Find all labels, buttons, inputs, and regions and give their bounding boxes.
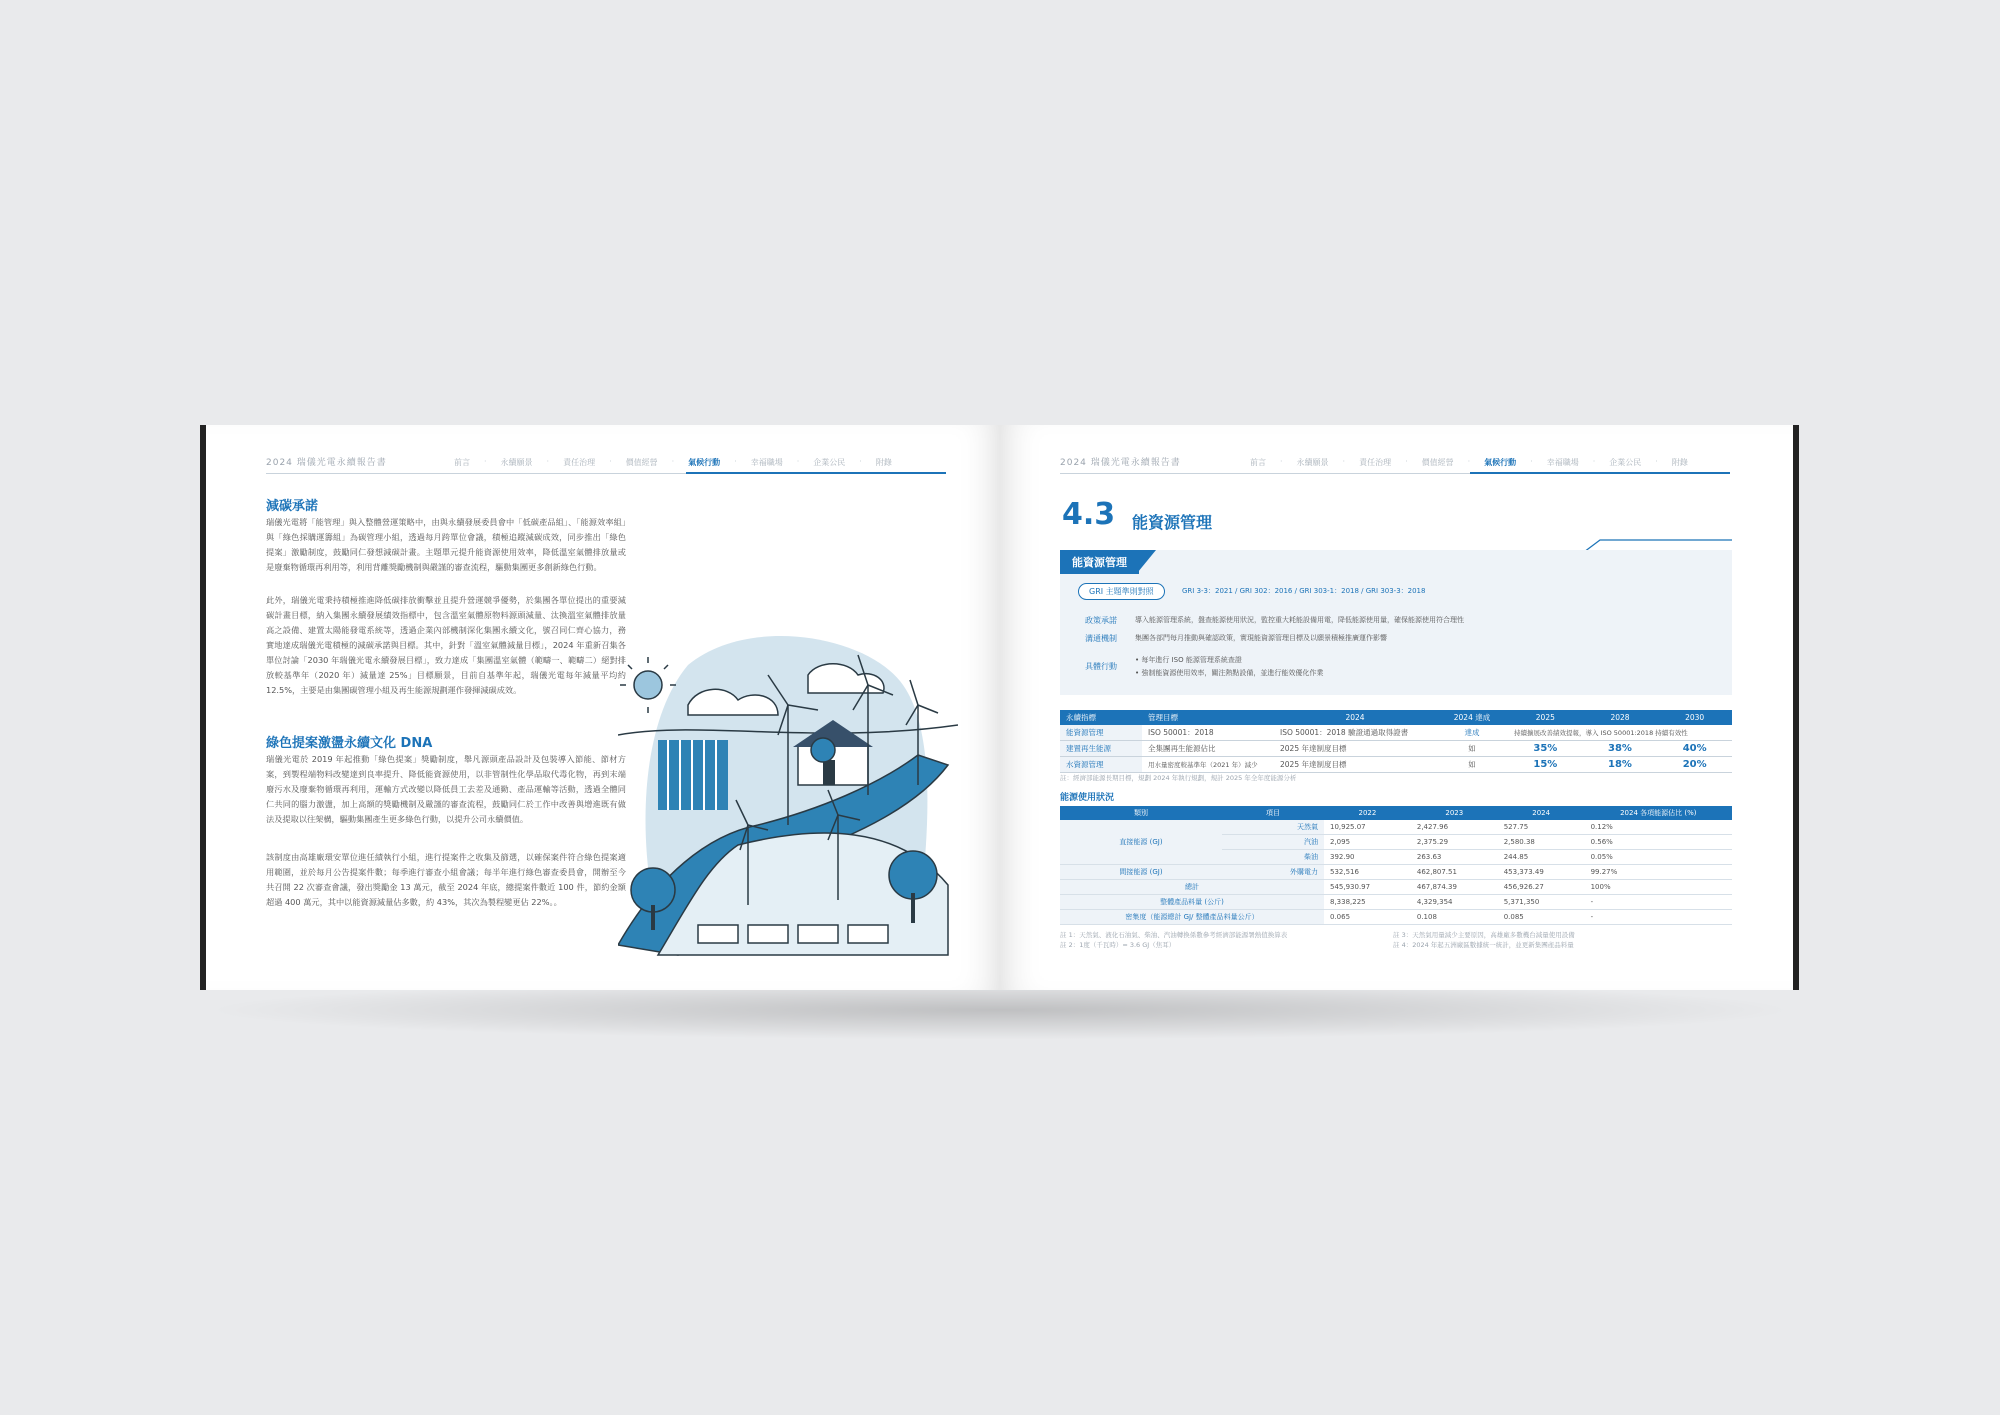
section-title: 綠色提案激盪永續文化 DNA <box>266 736 433 751</box>
table-cell: 全集團再生能源佔比 <box>1148 744 1216 753</box>
table-cell: 38% <box>1608 743 1632 754</box>
header-accent-line <box>1470 472 1730 474</box>
table-cell: 532,516 <box>1330 868 1359 876</box>
nav-item[interactable]: 永續願景 <box>500 458 533 467</box>
table-header: 永續指標 <box>1060 710 1142 725</box>
table-cell: 0.12% <box>1590 823 1613 831</box>
table-cell: 8,338,225 <box>1330 898 1366 906</box>
table-header: 2023 <box>1411 806 1498 820</box>
table-cell: 2,095 <box>1330 838 1351 846</box>
table-row <box>1060 910 1732 925</box>
nav-item[interactable]: 企業公民 <box>1609 458 1642 467</box>
nav-item[interactable]: 責任治理 <box>563 458 596 467</box>
table-footnote: 註：經濟部能源長期目標，規劃 2024 年執行規劃，規計 2025 年全年度能源分析 <box>1060 774 1297 782</box>
paragraph: 該制度由高雄廠環安單位進任績執行小組，進行提案件之收集及篩選，以確保案件符合綠色提案適用範圍，並於每月公告提案件數；每季進行審查小組會議；每半年進行綠色審查委員會，開辦至今共召開 22 次審查會議，發出獎勵金 13 萬元，截至 2024 年底，總提案件數近 100 件，節約金額超過 400 萬元，其中以能資源減量佔多數，約 43%，其次為製程變更佔 22%。。 <box>266 852 626 907</box>
table-cell: 527.75 <box>1503 823 1529 831</box>
paragraph: 瑞儀光電將「能管理」與入整體營運策略中，由與永續發展委員會中「低碳產品組」、「能源效率組」與「綠色採購運籌組」為碳管理小組，透過每月跨單位會議，積極追蹤減碳成效，同步推出「綠色提案」激勵制度，鼓勵同仁發想減碳計畫。主題單元提升能資源使用效率，降低溫室氣體排放量或是廢棄物循環再利用等，利用背離獎勵機制與嚴謹的審查流程，驅動集團更多創新綠色行動。 <box>266 517 626 572</box>
table-row <box>1060 741 1732 757</box>
energy-note: 註 1：天然氣、液化石油氣、柴油、汽油轉換係數參考經濟部能源署熱值換算表 <box>1060 931 1288 939</box>
table-cell: 2,427.96 <box>1416 823 1449 831</box>
table-cell: 達成 <box>1464 728 1480 737</box>
table-header: 項目 <box>1222 806 1324 820</box>
table-header: 2024 達成 <box>1436 710 1508 725</box>
table-cell: 18% <box>1608 759 1632 770</box>
gri-text: GRI 3-3：2021 / GRI 302：2016 / GRI 303-1：2018 / GRI 303-3：2018 <box>1182 587 1426 595</box>
goals-table <box>1060 710 1732 773</box>
nav-item[interactable]: 責任治理 <box>1359 458 1392 467</box>
table-cell: 天然氣 <box>1222 820 1324 835</box>
table-cell: 100% <box>1590 883 1611 891</box>
nav-item[interactable]: 企業公民 <box>813 458 846 467</box>
nav-item[interactable]: 前言 <box>454 458 470 467</box>
wind-farm-illustration <box>618 625 958 965</box>
table-cell: 4,329,354 <box>1416 898 1453 906</box>
section-number: 4.3 <box>1062 497 1116 532</box>
table-cell: 密集度（能源總計 GJ/ 整體產品料量公斤） <box>1060 910 1324 925</box>
table-cell: 柴油 <box>1222 850 1324 865</box>
chapter-nav-right: 前言 · 永續願景 · 責任治理 · 價值經營 · 氣候行動 · 幸福職場 · 企業公民 · 附錄 <box>1250 457 1688 467</box>
table-cell: 456,926.27 <box>1503 883 1544 891</box>
table-header: 2025 <box>1508 710 1583 725</box>
energy-note: 註 2：1度（千瓦時）= 3.6 GJ（焦耳） <box>1060 941 1176 949</box>
table-cell: ISO 50001：2018 <box>1148 728 1214 737</box>
table-cell: 0.108 <box>1416 913 1437 921</box>
table-cell: 2025 年達制度目標 <box>1280 760 1347 769</box>
table-cell: 0.05% <box>1590 853 1613 861</box>
sun-icon <box>634 671 662 699</box>
table-cell: 10,925.07 <box>1330 823 1366 831</box>
table-cell: 392.90 <box>1330 853 1355 861</box>
left-page <box>206 425 1000 990</box>
nav-item-active[interactable]: 氣候行動 <box>1484 458 1517 467</box>
paragraph: 此外，瑞儀光電秉持積極推進降低碳排放衝擊並且提升營運競爭優勢，於集團各單位提出的重要減碳計畫目標，納入集團永續發展績效指標中，包含溫室氣體原物料源頭減量、汰換溫室氣體排放量高之設備、建置太陽能發電系統等，透過企業內部機制深化集團永續文化，號召同仁齊心協力，務實地達成瑞儀光電積極的減碳承諾與目標。其中，針對「溫室氣體減量目標」，2024 年重新召集各單位討論「2030 年瑞儀光電永續發展目標」，致力達成「集團溫室氣體（範疇一、範疇二）絕對排放較基準年（2020 年）減量達 25%」目標願景，目前自基準年起，瑞儀光電每年減量平均約 12.5%，主要是由集團碳管理小組及再生能源規劃運作發揮減碳成效。 <box>266 595 626 695</box>
nav-item[interactable]: 價值經營 <box>625 458 658 467</box>
table-cell: 建置再生能源 <box>1060 741 1142 757</box>
section-title: 減碳承諾 <box>266 499 319 514</box>
chapter-nav-left: 前言 · 永續願景 · 責任治理 · 價值經營 · 氣候行動 · 幸福職場 · 企業公民 · 附錄 <box>454 457 892 467</box>
table-header: 2030 <box>1657 710 1732 725</box>
table-row <box>1060 757 1732 773</box>
table-cell: 35% <box>1533 743 1558 754</box>
energy-table <box>1060 806 1732 925</box>
section-tag: 能資源管理 <box>1060 550 1139 574</box>
table-cell: 467,874.39 <box>1416 883 1457 891</box>
gri-button[interactable]: GRI 主題準則對照 <box>1078 583 1165 600</box>
policy-text: 導入能源管理系統，盤查能源使用狀況，監控重大耗能設備用電，降低能源使用量，確保能源使用符合理性 <box>1135 616 1464 624</box>
table-header: 2028 <box>1583 710 1658 725</box>
energy-note: 註 3：天然氣用量減少主要原因，高雄廠多數機台減量使用設備 <box>1393 931 1575 939</box>
nav-item[interactable]: 永續願景 <box>1296 458 1329 467</box>
table-cell: 汽油 <box>1222 835 1324 850</box>
tag-arrow <box>1138 550 1156 572</box>
table-row <box>1060 865 1732 880</box>
energy-title: 能源使用狀況 <box>1060 793 1115 803</box>
table-row <box>1060 725 1732 741</box>
table-cell: 453,373.49 <box>1503 868 1544 876</box>
table-cell: 2025 年達制度目標 <box>1280 744 1347 753</box>
table-cell: 整體產品料量 (公斤) <box>1060 895 1324 910</box>
nav-item-active[interactable]: 氣候行動 <box>688 458 721 467</box>
table-cell: 40% <box>1682 743 1707 754</box>
table-cell: 外購電力 <box>1222 865 1324 880</box>
table-header: 2024 <box>1274 710 1436 725</box>
header-accent-line <box>686 472 946 474</box>
table-cell: 2,375.29 <box>1416 838 1449 846</box>
table-cell: 263.63 <box>1416 853 1442 861</box>
table-cell: 能資源管理 <box>1060 725 1142 741</box>
table-cell: 20% <box>1682 759 1707 770</box>
dam-icon <box>658 740 728 810</box>
book-edge-right <box>1793 425 1799 990</box>
table-cell: 545,930.97 <box>1330 883 1371 891</box>
table-cell: 15% <box>1533 759 1558 770</box>
table-cell: 水資源管理 <box>1060 757 1142 773</box>
policy-text: • 每年進行 ISO 能源管理系統查證 • 強制能資源使用效率，關注熱點設備，並進行能效優化作業 <box>1135 656 1324 677</box>
table-cell: 直接能源 (GJ) <box>1060 820 1222 865</box>
table-cell: 5,371,350 <box>1503 898 1540 906</box>
table-cell: 99.27% <box>1590 868 1618 876</box>
table-cell: 如 <box>1468 744 1476 753</box>
policy-text: 集團各部門每月推動與確認政策，實現能資源管理目標及以願景積極推廣運作影響 <box>1135 634 1387 642</box>
nav-item[interactable]: 附錄 <box>875 458 892 467</box>
nav-item[interactable]: 價值經營 <box>1421 458 1454 467</box>
table-row <box>1060 880 1732 895</box>
table-cell: 持續擴展改善績效提報，導入 ISO 50001:2018 持續有效性 <box>1514 729 1688 737</box>
right-page <box>1000 425 1793 990</box>
table-cell: - <box>1590 898 1594 906</box>
table-cell: 0.085 <box>1503 913 1524 921</box>
table-cell: ISO 50001：2018 驗證通過取得證書 <box>1280 728 1409 737</box>
table-header: 類別 <box>1060 806 1222 820</box>
table-cell: 用水量密度較基準年（2021 年）減少 <box>1148 761 1258 769</box>
nav-item[interactable]: 附錄 <box>1671 458 1688 467</box>
table-cell: 244.85 <box>1503 853 1529 861</box>
nav-item[interactable]: 前言 <box>1250 458 1266 467</box>
table-header: 2024 各項能源佔比 (%) <box>1585 806 1732 820</box>
running-header: 2024 瑞儀光電永續報告書 <box>1060 458 1181 468</box>
table-cell: 2,580.38 <box>1503 838 1535 846</box>
table-cell: 間接能源 (GJ) <box>1060 865 1222 880</box>
nav-item[interactable]: 幸福職場 <box>1546 458 1579 467</box>
table-header: 2022 <box>1324 806 1411 820</box>
table-cell: 0.56% <box>1590 838 1613 846</box>
policy-label: 溝通機制 <box>1085 634 1117 643</box>
section-heading: 能資源管理 <box>1132 513 1213 532</box>
table-cell: - <box>1590 913 1594 921</box>
table-row <box>1060 820 1732 835</box>
nav-item[interactable]: 幸福職場 <box>750 458 783 467</box>
table-cell: 如 <box>1468 760 1476 769</box>
paragraph: 瑞儀光電於 2019 年起推動「綠色提案」獎勵制度，舉凡源頭產品設計及包裝導入節能、節材方案，到製程端物料改變達到良率提升、降低能資源使用，以非管制性化學品取代毒化物，再到末端廢污水及廢棄物循環再利用，運輸方式改變以降低員工去差及通勤、產品運輸等活動，透過全體同仁共同的腦力激盪，加上高額的獎勵機制及嚴謹的審查流程，鼓勵同仁於工作中改善與增進既有做法及提取以往架構，驅動集團產生更多綠色行動，以提升公司永續價值。 <box>266 754 626 824</box>
energy-note: 註 4：2024 年起五洲廠區數據統一統計，並更新集團產品料量 <box>1393 941 1574 949</box>
policy-label: 政策承諾 <box>1085 616 1117 625</box>
table-cell: 462,807.51 <box>1416 868 1457 876</box>
table-cell: 總計 <box>1060 880 1324 895</box>
running-header: 2024 瑞儀光電永續報告書 <box>266 458 387 468</box>
table-row <box>1060 895 1732 910</box>
table-cell: 0.065 <box>1330 913 1351 921</box>
table-header: 管理目標 <box>1142 710 1274 725</box>
table-header: 2024 <box>1498 806 1585 820</box>
policy-label: 具體行動 <box>1085 662 1117 671</box>
